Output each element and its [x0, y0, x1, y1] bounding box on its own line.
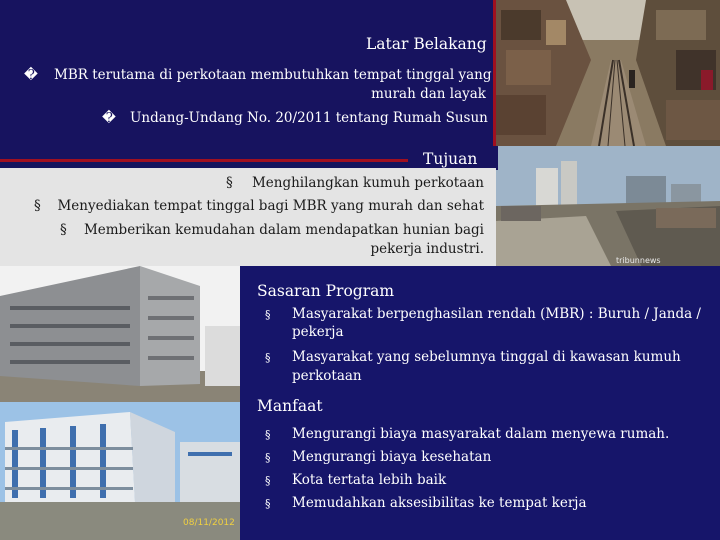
tujuan-bullet-2-icon: § — [34, 198, 41, 214]
slum-photo-watermark: tribunnews — [616, 256, 661, 265]
tujuan-bullet-3-icon: § — [60, 222, 67, 238]
rusunawa-blue-photo — [0, 402, 240, 540]
manfaat-item-2: Mengurangi biaya kesehatan — [292, 449, 492, 465]
manfaat-bullet-3-icon: § — [265, 474, 271, 487]
tujuan-item-1: Menghilangkan kumuh perkotaan — [251, 175, 484, 191]
sasaran-item-1-line-1: Masyarakat berpenghasilan rendah (MBR) : Buruh / Janda / — [292, 306, 701, 322]
manfaat-title: Manfaat — [257, 397, 323, 415]
latar-bullet-2-icon: � — [102, 110, 116, 126]
manfaat-bullet-4-icon: § — [265, 497, 271, 510]
sasaran-item-2-line-1: Masyarakat yang sebelumnya tinggal di kawasan kumuh — [292, 349, 681, 365]
latar-bullet-1-line-2: murah dan layak — [371, 86, 486, 102]
sasaran-bullet-2-icon: § — [265, 351, 271, 364]
sasaran-bullet-1-icon: § — [265, 308, 271, 321]
sasaran-item-2-line-2: perkotaan — [292, 368, 362, 384]
sasaran-item-1-line-2: pekerja — [292, 324, 344, 340]
latar-bullet-1-line-1: MBR terutama di perkotaan membutuhkan tempat tinggal yang — [54, 67, 492, 83]
photo-date-stamp: 08/11/2012 — [183, 518, 235, 528]
latar-bullet-2-text: Undang-Undang No. 20/2011 tentang Rumah Susun — [130, 110, 488, 126]
manfaat-bullet-2-icon: § — [265, 451, 271, 464]
manfaat-item-4: Memudahkan aksesibilitas ke tempat kerja — [292, 495, 587, 511]
rusunawa-grey-photo — [0, 266, 240, 402]
railway-slum-photo — [496, 0, 720, 146]
manfaat-item-3: Kota tertata lebih baik — [292, 472, 447, 488]
tujuan-item-3-line-2: pekerja industri. — [370, 241, 484, 257]
latar-bullet-1-icon: � — [24, 67, 38, 83]
tujuan-bullet-1-icon: § — [226, 175, 233, 191]
tujuan-item-2: Menyediakan tempat tinggal bagi MBR yang murah dan sehat — [57, 198, 484, 214]
manfaat-item-1: Mengurangi biaya masyarakat dalam menyewa rumah. — [292, 426, 670, 442]
tujuan-title: Tujuan — [423, 150, 478, 168]
riverside-slum-photo — [496, 146, 720, 276]
latar-belakang-title: Latar Belakang — [366, 35, 487, 53]
manfaat-bullet-1-icon: § — [265, 428, 271, 441]
sasaran-program-title: Sasaran Program — [257, 282, 395, 300]
tujuan-item-3-line-1: Memberikan kemudahan dalam mendapatkan hunian bagi — [83, 222, 484, 238]
